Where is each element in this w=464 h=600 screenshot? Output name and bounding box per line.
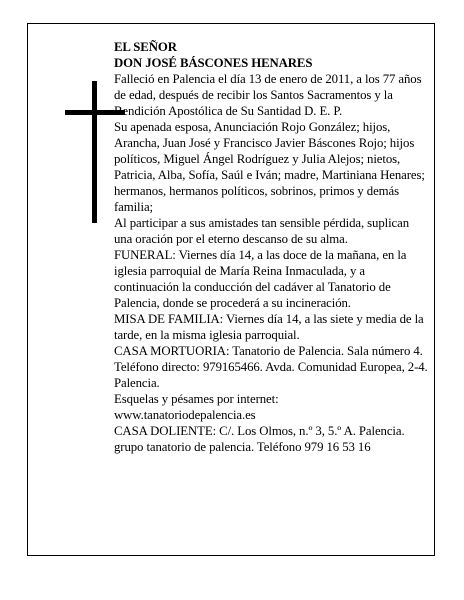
grieving-home-paragraph: CASA DOLIENTE: C/. Los Olmos, n.º 3, 5.º A. Palencia. bbox=[114, 424, 405, 438]
cross-icon bbox=[92, 81, 97, 223]
heading-name: DON JOSÉ BÁSCONES HENARES bbox=[114, 56, 313, 70]
heading-title: EL SEÑOR bbox=[114, 40, 177, 54]
website-link: www.tanatoriodepalencia.es bbox=[114, 408, 256, 422]
funeral-home-contact: grupo tanatorio de palencia. Teléfono 979 16 53 16 bbox=[114, 440, 371, 454]
funeral-paragraph: FUNERAL: Viernes día 14, a las doce de la mañana, en la iglesia parroquial de María Reina Inmaculada, y a continuación la conducción del cadáver al Tanatorio de Palencia, donde se procederá a su incineración. bbox=[114, 248, 407, 310]
internet-condolences-label: Esquelas y pésames por internet: bbox=[114, 392, 279, 406]
mortuary-paragraph: CASA MORTUORIA: Tanatorio de Palencia. Sala número 4. Teléfono directo: 979165466. Avda. Comunidad Europea, 2-4. Palencia. bbox=[114, 344, 428, 390]
prayer-request-paragraph: Al participar a sus amistades tan sensible pérdida, suplican una oración por el eterno descanso de su alma. bbox=[114, 216, 409, 246]
family-mass-paragraph: MISA DE FAMILIA: Viernes día 14, a las siete y media de la tarde, en la misma iglesia parroquial. bbox=[114, 312, 424, 342]
family-paragraph: Su apenada esposa, Anunciación Rojo González; hijos, Arancha, Juan José y Francisco Javier Báscones Rojo; hijos políticos, Miguel Ángel Rodríguez y Julia Alejos; nietos, Patricia, Alba, Sofía, Saúl e Iván; madre, Martiniana Henares; hermanos, hermanos políticos, sobrinos, primos y demás familia; bbox=[114, 120, 425, 214]
death-notice-paragraph: Falleció en Palencia el día 13 de enero de 2011, a los 77 años de edad, después de recibir los Santos Sacramentos y la Bendición Apostólica de Su Santidad D. E. P. bbox=[114, 72, 422, 118]
obituary-text bbox=[114, 39, 429, 455]
